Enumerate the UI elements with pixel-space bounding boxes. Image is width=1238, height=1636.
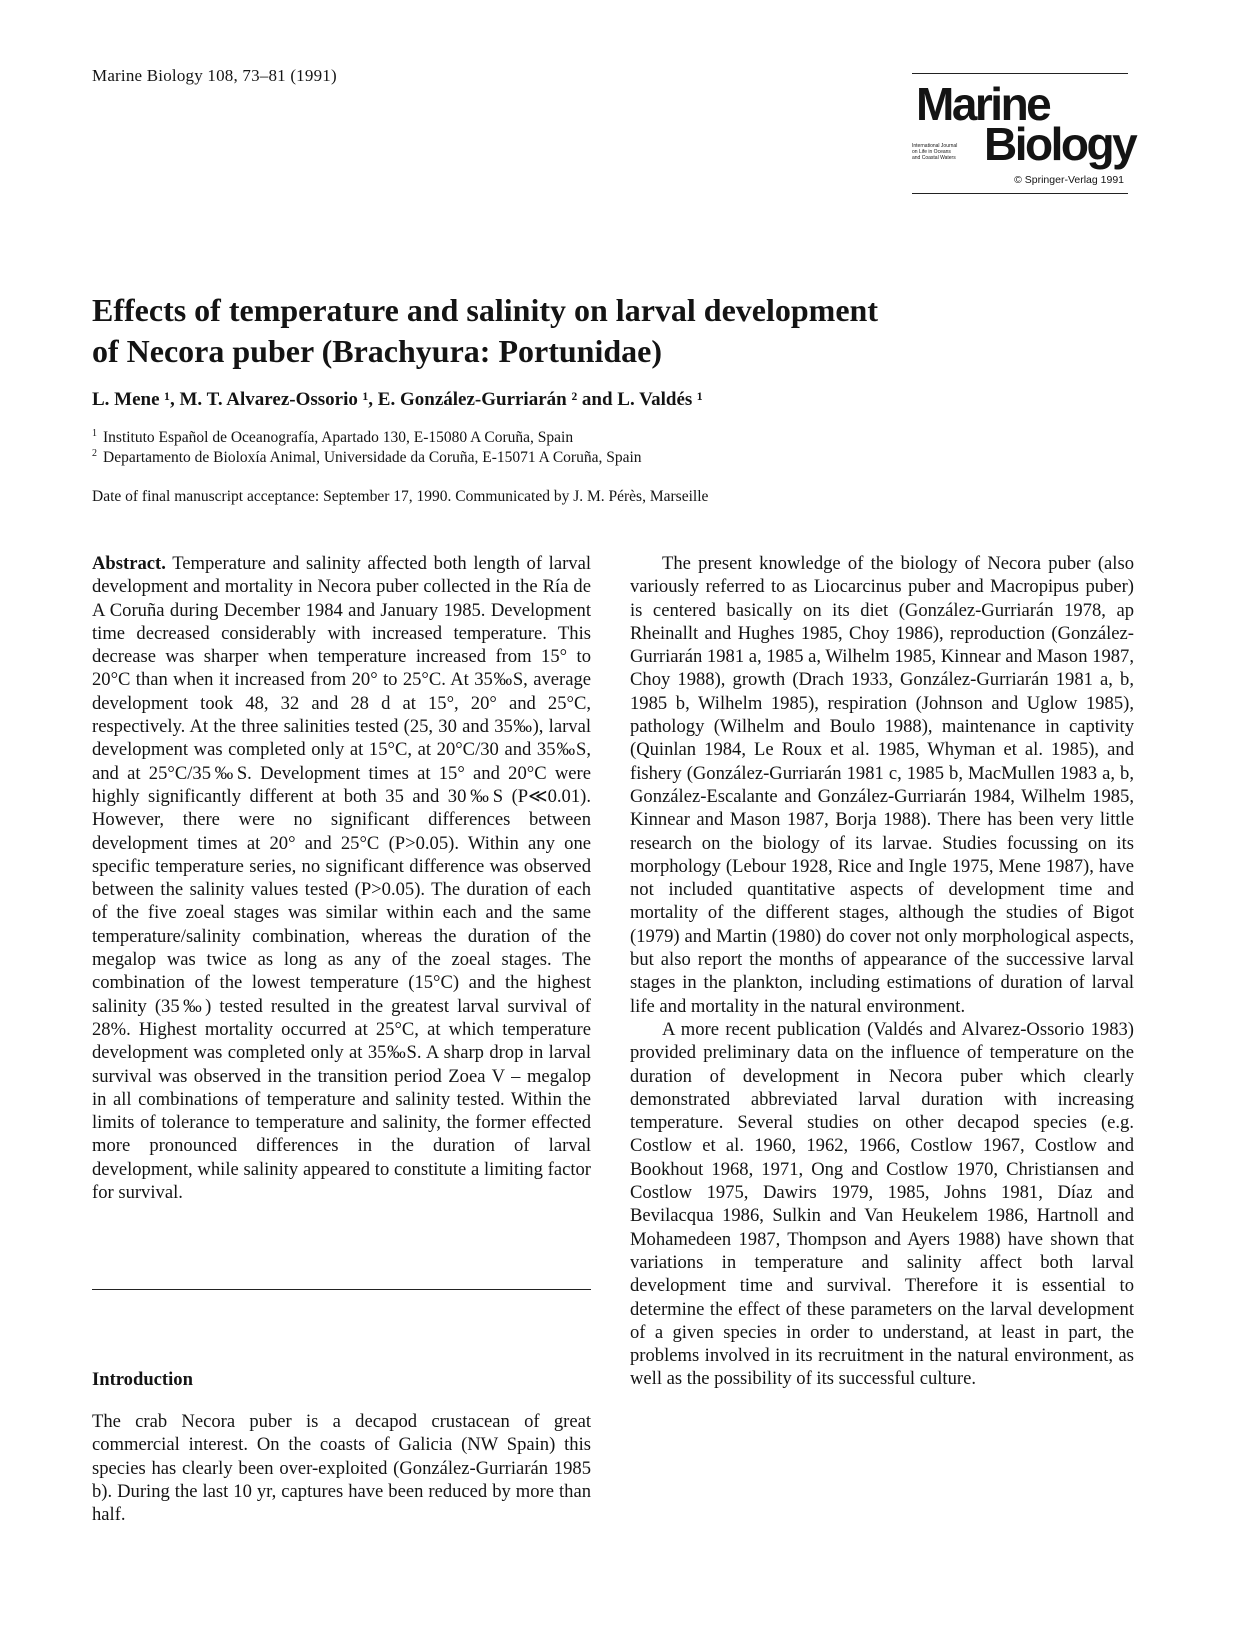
logo-biology: Biology bbox=[984, 118, 1136, 170]
abstract-text: Temperature and salinity affected both length of larval development and mortality in Necora puber collected in the Ría de A Coruña during December 1984 and January 1985. Development time decreased considerably with increased temperature. This decrease was sharper when temperature increased from 15° to 20°C than when it increased from 20° to 25°C. At 35‰S, average development took 48, 32 and 28 d at 15°, 20° and 25°C, respectively. At the three salinities tested (25, 30 and 35‰), larval development was completed only at 15°C, at 20°C/30 and 35‰S, and at 25°C/35‰S. Development times at 15° and 20°C were highly significantly different at both 35 and 30‰S (P≪0.01). However, there were no significant differences between development times at 20° and 25°C (P>0.05). Within any one specific temperature series, no significant difference was observed between the salinity values tested (P>0.05). The duration of each of the five zoeal stages was similar within each and the same temperature/salinity combination, whereas the duration of the megalop was twice as long as any of the zoeal stages. The combination of the lowest temperature (15°C) and the highest salinity (35‰) tested resulted in the greatest larval survival of 28%. Highest mortality occurred at 25°C, at which temperature development was completed only at 35‰S. A sharp drop in larval survival was observed in the transition period Zoea V – megalop in all combinations of temperature and salinity tested. Within the limits of tolerance to temperature and salinity, the former effected more pronounced differences in the duration of larval development, while salinity appeared to constitute a limiting factor for survival. bbox=[92, 553, 592, 1204]
logo-marine: Marine bbox=[916, 78, 1050, 130]
right-paragraph-1: The present knowledge of the biology of Necora puber (also variously referred to as Liocarcinus puber and Macropipus puber) is centered basically on its diet (González-Gurriarán 1978, ap Rheinallt and Hughes 1985, Choy 1986), reproduction (González-Gurriarán 1981 a, 1985 a, Wilhelm 1985, Kinnear and Mason 1987, Choy 1988), growth (Drach 1933, González-Gurriarán 1981 a, b, 1985 b, Wilhelm 1985), respiration (Johnson and Uglow 1985), pathology (Wilhelm and Boulo 1988), maintenance in captivity (Quinlan 1984, Le Roux et al. 1985, Whyman et al. 1985), and fishery (González-Gurriarán 1981 c, 1985 b, MacMullen 1983 a, b, González-Escalante and González-Gurriarán 1984, Wilhelm 1985, Kinnear and Mason 1987, Borja 1988). There has been very little research on the biology of its larvae. Studies focussing on its morphology (Lebour 1928, Rice and Ingle 1975, Mene 1987), have not included quantitative aspects of development time and mortality of the different stages, although the studies of Bigot (1979) and Martin (1980) do cover not only morphological aspects, but also report the months of appearance of the successive larval stages in the plankton, including estimations of duration of larval life and mortality in the natural environment. bbox=[630, 553, 1134, 1017]
introduction-body bbox=[92, 1410, 591, 1526]
title-line-1: Effects of temperature and salinity on larval development bbox=[92, 292, 878, 328]
acceptance-dateline: Date of final manuscript acceptance: September 17, 1990. Communicated by J. M. Pérès, Marseille bbox=[92, 488, 709, 505]
abstract-label: Abstract. bbox=[92, 553, 166, 574]
right-paragraph-2: A more recent publication (Valdés and Alvarez-Ossorio 1983) provided preliminary data on the influence of temperature on the duration of development in Necora puber which clearly demonstrated abbreviated larval duration with increasing temperature. Several studies on other decapod species (e.g. Costlow et al. 1960, 1962, 1966, Costlow 1967, Costlow and Bookhout 1968, 1971, Ong and Costlow 1970, Christiansen and Costlow 1975, Dawirs 1979, 1985, Johns 1981, Díaz and Bevilacqua 1986, Sulkin and Van Heukelem 1986, Hartnoll and Mohamedeen 1987, Thompson and Ayers 1988) have shown that variations in temperature and salinity affect both larval development time and survival. Therefore it is essential to determine the effect of these parameters on the larval development of a given species in order to understand, at least in part, the problems involved in its recruitment in the natural environment, as well as the possibility of its successful culture. bbox=[630, 1018, 1134, 1390]
introduction-paragraph: The crab Necora puber is a decapod crustacean of great commercial interest. On the coasts of Galicia (NW Spain) this species has clearly been over-exploited (González-Gurriarán 1985 b). During the last 10 yr, captures have been reduced by more than half. bbox=[92, 1411, 591, 1526]
journal-citation: Marine Biology 108, 73–81 (1991) bbox=[92, 66, 337, 85]
affiliation-1: $^1$ Instituto Español de Oceanografía, Apartado 130, E-15080 A Coruña, Spain bbox=[92, 428, 574, 447]
journal-logo bbox=[912, 73, 1136, 193]
affiliation-2: $^2$ Departamento de Bioloxía Animal, Universidade da Coruña, E-15071 A Coruña, Spain bbox=[92, 448, 642, 467]
authors: L. Mene ¹, M. T. Alvarez-Ossorio ¹, E. González-Gurriarán ² and L. Valdés ¹ bbox=[92, 389, 703, 410]
paper-title bbox=[92, 290, 992, 372]
introduction-heading: Introduction bbox=[92, 1369, 193, 1390]
abstract-divider bbox=[92, 1289, 591, 1290]
title-line-2: of Necora puber (Brachyura: Portunidae) bbox=[92, 333, 662, 369]
logo-tagline: International Journal on Life in Oceans and Coastal Waters bbox=[912, 143, 958, 161]
logo-copyright: © Springer-Verlag 1991 bbox=[1014, 174, 1124, 186]
right-column-body bbox=[630, 552, 1134, 1391]
abstract bbox=[92, 552, 591, 1204]
